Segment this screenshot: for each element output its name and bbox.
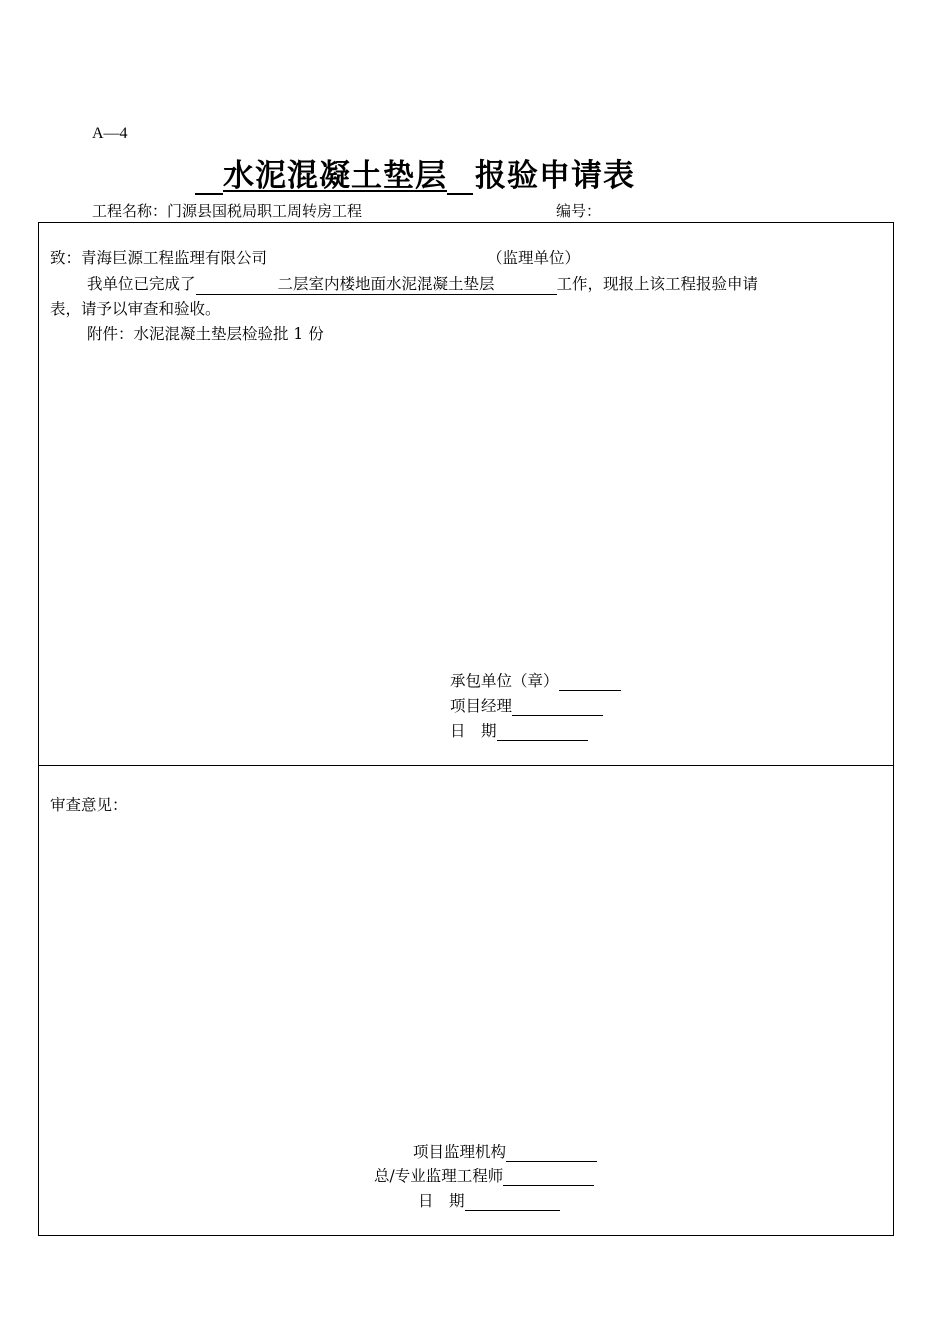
contractor-blank: [559, 673, 621, 691]
manager-blank: [512, 698, 603, 716]
agency-signature: [413, 1140, 597, 1162]
completed-line-2: 表，请予以审查和验收。: [50, 300, 221, 318]
title-trailing-blank: [447, 162, 473, 195]
title-leading-blank: [195, 162, 223, 195]
request-date-blank: [497, 723, 588, 741]
review-date-blank: [465, 1193, 560, 1211]
addressee-label: 致：: [50, 249, 82, 267]
manager-signature: [450, 694, 603, 716]
project-name: 门源县国税局职工周转房工程: [167, 202, 363, 220]
engineer-label: 总/专业监理工程师: [374, 1167, 504, 1185]
title-rest: 报验申请表: [475, 158, 635, 194]
engineer-signature: [374, 1164, 594, 1186]
contractor-signature: [450, 669, 621, 691]
completed-item-field: [196, 275, 557, 295]
engineer-blank: [503, 1168, 594, 1186]
manager-label: 项目经理: [450, 697, 513, 715]
addressee-value: 青海巨源工程监理有限公司: [81, 249, 268, 267]
completed-suffix: 工作，现报上该工程报验申请: [556, 275, 759, 293]
review-opinion-label: 审查意见：: [50, 796, 128, 814]
agency-label: 项目监理机构: [413, 1143, 507, 1161]
page-title: [195, 150, 635, 195]
form-code: A—4: [92, 125, 128, 142]
agency-blank: [506, 1144, 597, 1162]
addressee-note: （监理单位）: [487, 249, 581, 267]
completed-item: 二层室内楼地面水泥混凝土垫层: [277, 275, 495, 293]
project-label: 工程名称：: [92, 202, 168, 220]
serial-label: 编号：: [556, 202, 602, 220]
request-date-label: 日 期: [450, 722, 497, 740]
project-line: [92, 200, 362, 221]
review-date: [418, 1189, 560, 1211]
review-date-label: 日 期: [418, 1192, 465, 1210]
attachment-line: 附件：水泥混凝土垫层检验批 1 份: [87, 325, 324, 343]
addressee-line: [50, 246, 267, 268]
request-date: [450, 719, 588, 741]
completed-line: [87, 272, 758, 295]
contractor-label: 承包单位（章）: [450, 672, 559, 690]
title-subject: 水泥混凝土垫层: [223, 158, 447, 194]
completed-prefix: 我单位已完成了: [87, 275, 196, 293]
